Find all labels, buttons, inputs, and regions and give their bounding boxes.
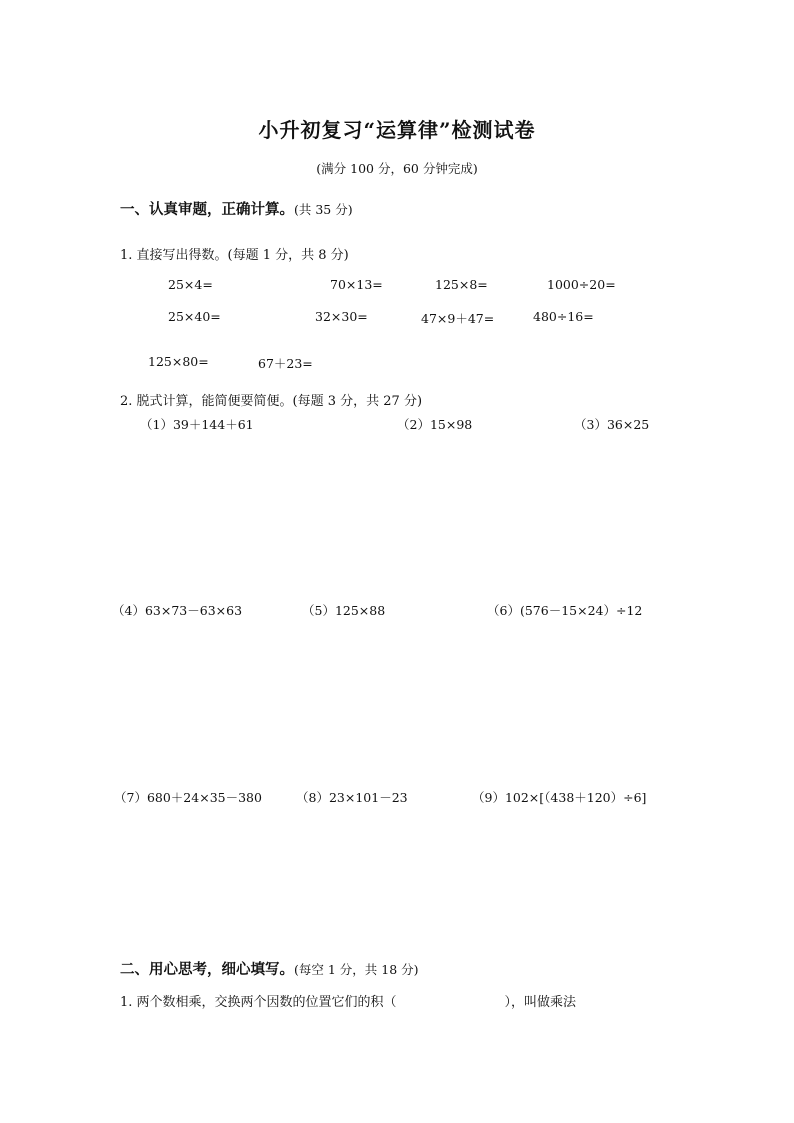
oral-item: 70×13= (330, 277, 383, 292)
fill-question-1-text-after: ），叫做乘法 (504, 995, 577, 1010)
oral-item: 25×40= (168, 309, 221, 324)
calc-item: （6）(576－15×24）÷12 (487, 603, 643, 618)
oral-item: 125×80= (148, 354, 209, 369)
page-title: 小升初复习“运算律”检测试卷 (258, 118, 536, 142)
calc-item: （3）36×25 (574, 417, 650, 432)
calc-item: （4）63×73－63×63 (112, 603, 243, 618)
section-2-heading (120, 958, 419, 979)
oral-item: 125×8= (435, 277, 488, 292)
section-1-heading (120, 198, 353, 219)
oral-item: 67＋23= (258, 356, 313, 371)
calc-item: （8）23×101－23 (296, 790, 408, 805)
oral-item: 480÷16= (533, 309, 594, 324)
section-1-score-note: (共 35 分) (294, 202, 353, 217)
oral-item: 47×9＋47= (421, 311, 495, 326)
calc-item: （5）125×88 (302, 603, 386, 618)
section-1-title: 一、认真审题，正确计算。 (120, 201, 294, 218)
calc-item: （1）39＋144＋61 (140, 417, 254, 432)
section-2-title: 二、用心思考，细心填写。 (120, 961, 294, 978)
question-1-1-text: 1. 直接写出得数。(每题 1 分，共 8 分) (120, 248, 349, 263)
section-2-score-note: (每空 1 分，共 18 分) (294, 962, 419, 977)
calc-item: （2）15×98 (397, 417, 473, 432)
fill-question-1-text-before: 1. 两个数相乘，交换两个因数的位置它们的积（ (120, 995, 397, 1010)
oral-item: 25×4= (168, 277, 213, 292)
page-subtitle: (满分 100 分，60 分钟完成) (316, 161, 478, 176)
fill-question-1 (120, 991, 576, 1010)
calc-item: （9）102×[（438＋120）÷6] (472, 790, 647, 805)
oral-item: 32×30= (315, 309, 368, 324)
oral-item: 1000÷20= (547, 277, 616, 292)
question-1-2-text: 2. 脱式计算，能简便要简便。(每题 3 分，共 27 分) (120, 394, 423, 409)
calc-item: （7）680＋24×35－380 (114, 790, 262, 805)
